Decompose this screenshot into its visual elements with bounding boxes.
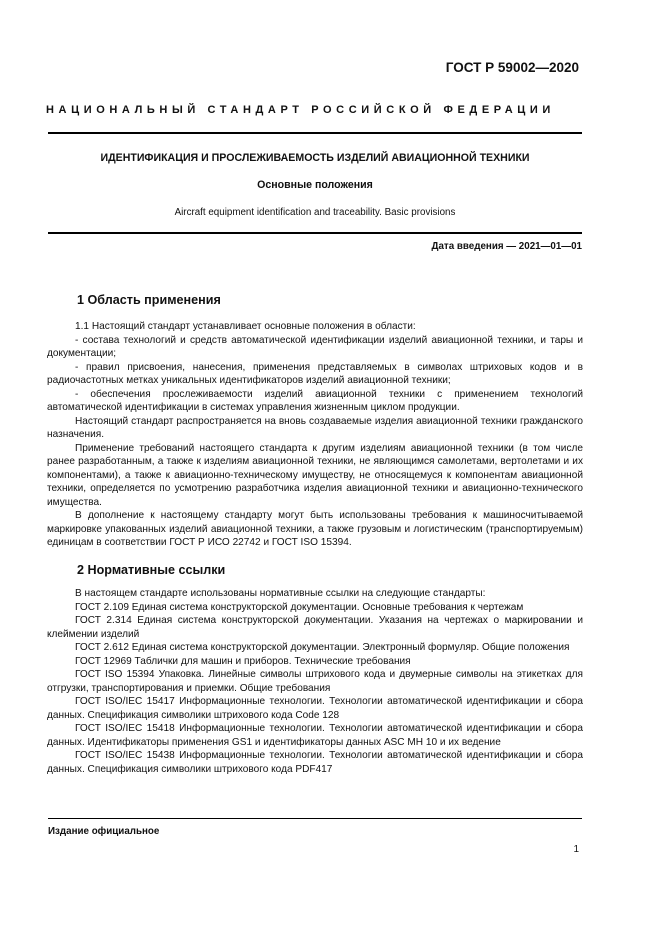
standard-subtitle: Основные положения [257,179,373,191]
gost-number: ГОСТ Р 59002—2020 [445,60,579,75]
paragraph: В дополнение к настоящему стандарту могут быть использованы требования к машиносчитываемой маркировке упакованных изделий авиационной техники, а также грузовым и логистическим (транспортируемым) единицам в соответствии ГОСТ Р ИСО 22742 и ГОСТ ISO 15394. [47,510,583,548]
header-rule [48,132,582,134]
page-number: 1 [573,844,579,855]
reference-item: ГОСТ ISO 15394 Упаковка. Линейные символы штрихового кода и двумерные символы на этикетках для отгрузки, транспортирования и приемки. Общие требования [47,669,583,694]
title-rule [48,232,582,234]
section-2-body [47,587,583,776]
official-edition-label: Издание официальное [48,826,160,837]
list-item: - правил присвоения, нанесения, применения представляемых в символах штриховых кодов и в радиочастотных метках уникальных идентификаторов изделий авиационной техники; [47,361,583,386]
paragraph: Применение требований настоящего стандарта к другим изделиям авиационной техники (в том числе ранее разработанным, а также к изделиям авиационной техники, не являющимся самолетами, вертолетами и их компонентами), а также к авиационно-техническому имуществу, не относящемуся к компонентам авиационной техники, определяется по усмотрению разработчика изделия авиационной техники и авиационно-технического имущества. [47,442,583,508]
section-1-body [47,320,583,550]
reference-item: ГОСТ ISO/IEC 15417 Информационные технологии. Технологии автоматической идентификации и сбора данных. Спецификация символики штрихового кода Code 128 [47,696,583,721]
reference-item: ГОСТ 2.612 Единая система конструкторской документации. Электронный формуляр. Общие положения [75,642,570,653]
reference-item: ГОСТ 2.109 Единая система конструкторской документации. Основные требования к чертежам [75,601,524,613]
paragraph: 1.1 Настоящий стандарт устанавливает основные положения в области: [75,321,416,332]
reference-item: ГОСТ ISO/IEC 15438 Информационные технологии. Технологии автоматической идентификации и сбора данных. Спецификация символики штрихового кода PDF417 [47,750,583,775]
list-item: - состава технологий и средств автоматической идентификации изделий авиационной техники, и тары и документации; [47,334,583,359]
list-item: - обеспечения прослеживаемости изделий авиационной техники с применением технологий автоматической идентификации в системах управления жизненным циклом продукции. [47,388,583,413]
paragraph: Настоящий стандарт распространяется на вновь создаваемые изделия авиационной техники гражданского назначения. [47,415,583,440]
reference-item: ГОСТ 2.314 Единая система конструкторской документации. Указания на чертежах о маркировании и клеймении изделий [47,615,583,640]
reference-item: ГОСТ ISO/IEC 15418 Информационные технологии. Технологии автоматической идентификации и сбора данных. Идентификаторы применения GS1 и идентификаторы данных ASC MH 10 и их ведение [47,723,583,748]
footer-rule [48,818,582,819]
section-2-heading: 2 Нормативные ссылки [77,563,226,577]
standard-title: ИДЕНТИФИКАЦИЯ И ПРОСЛЕЖИВАЕМОСТЬ ИЗДЕЛИЙ АВИАЦИОННОЙ ТЕХНИКИ [100,152,530,164]
national-standard-banner: НАЦИОНАЛЬНЫЙ СТАНДАРТ РОССИЙСКОЙ ФЕДЕРАЦИИ [46,104,555,116]
reference-item: ГОСТ 12969 Таблички для машин и приборов. Технические требования [75,655,411,667]
section-1-heading: 1 Область применения [77,293,221,307]
intro-date: Дата введения — 2021—01—01 [431,241,582,252]
standard-english-title: Aircraft equipment identification and traceability. Basic provisions [174,207,456,218]
paragraph: В настоящем стандарте использованы нормативные ссылки на следующие стандарты: [75,588,486,599]
